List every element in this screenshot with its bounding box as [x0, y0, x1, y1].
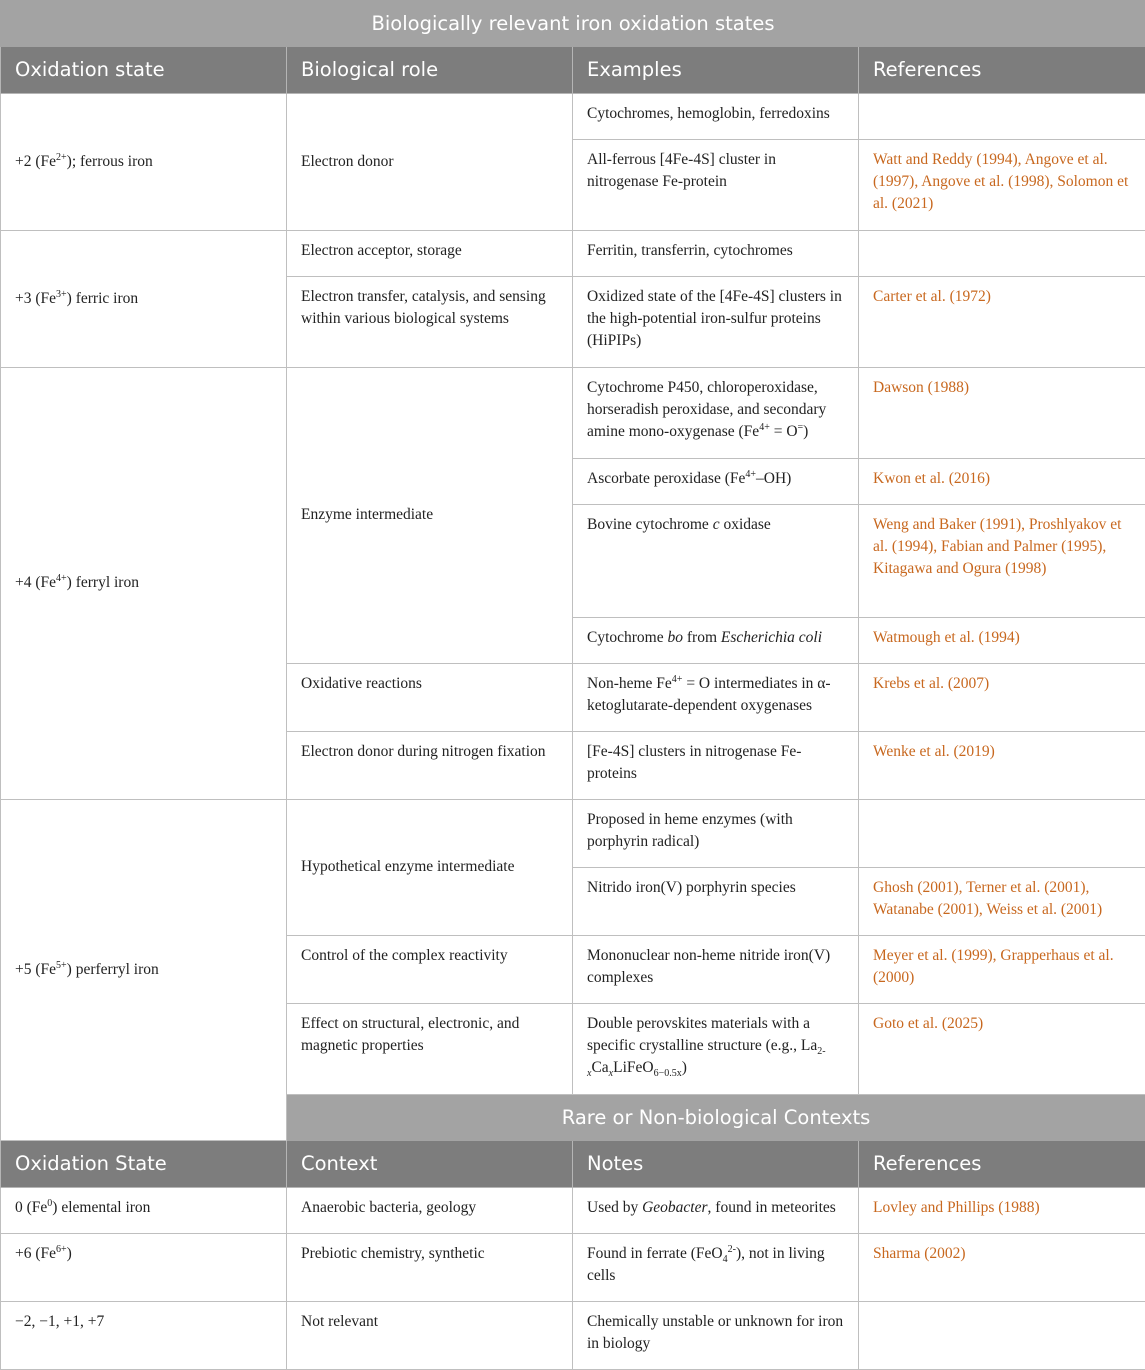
example-cell: Ferritin, transferrin, cytochromes [573, 231, 859, 277]
reference-link[interactable]: Watt and Reddy (1994), Angove et al. (1997), Angove et al. (1998), Solomon et al. (2021) [859, 140, 1145, 231]
role-cell: Electron donor during nitrogen fixation [287, 732, 573, 800]
header-biological-role: Biological role [287, 47, 573, 94]
reference-cell [859, 231, 1145, 277]
header-notes: Notes [573, 1141, 859, 1188]
state-cell: 0 (Fe$^0$) elemental iron [1, 1188, 287, 1234]
reference-link[interactable]: Kwon et al. (2016) [859, 459, 1145, 505]
example-cell: Cytochrome P450, chloroperoxidase, horseradish peroxidase, and secondary amine mono-oxygenase $(Fe^{4+} = O^=)$ [573, 368, 859, 459]
reference-link[interactable]: Watmough et al. (1994) [859, 618, 1145, 664]
reference-link[interactable]: Wenke et al. (2019) [859, 732, 1145, 800]
state-cell: +5 $(Fe^{5+})$ perferryl iron [1, 800, 287, 1141]
table-row [1, 800, 1145, 868]
example-cell: Double perovskites materials with a specific crystalline structure (e.g., $La_{2-x}Ca_xLiFeO_{6-0.5x}$) [573, 1004, 859, 1095]
reference-cell [859, 800, 1145, 868]
example-cell: Oxidized state of the [4Fe-4S] clusters in the high-potential iron-sulfur proteins (HiPIPs) [573, 277, 859, 368]
section-title-row [1, 1, 1145, 47]
example-cell: All-ferrous [4Fe-4S] cluster in nitrogenase Fe-protein [573, 140, 859, 231]
reference-cell [859, 94, 1145, 140]
role-cell: Enzyme intermediate [287, 368, 573, 664]
reference-link[interactable]: Krebs et al. (2007) [859, 664, 1145, 732]
table-row [1, 1188, 1145, 1234]
reference-link[interactable]: Carter et al. (1972) [859, 277, 1145, 368]
example-cell: [Fe-4S] clusters in nitrogenase Fe-proteins [573, 732, 859, 800]
context-cell: Anaerobic bacteria, geology [287, 1188, 573, 1234]
state-cell: +4 $(Fe^{4+})$ ferryl iron [1, 368, 287, 800]
example-cell: Cytochrome bo from Escherichia coli [573, 618, 859, 664]
role-cell: Oxidative reactions [287, 664, 573, 732]
reference-cell [859, 1302, 1145, 1370]
header-row [1, 1141, 1145, 1188]
notes-cell: Found in ferrate (FeO$_4^{2-}$), not in living cells [573, 1234, 859, 1302]
notes-cell: Chemically unstable or unknown for iron in biology [573, 1302, 859, 1370]
header-references: References [859, 1141, 1145, 1188]
header-examples: Examples [573, 47, 859, 94]
table-row [1, 368, 1145, 459]
role-cell: Control of the complex reactivity [287, 936, 573, 1004]
example-cell: Non-heme $Fe^{4+} = O$ intermediates in α-ketoglutarate-dependent oxygenases [573, 664, 859, 732]
state-cell: +6 $(Fe^{6+})$ [1, 1234, 287, 1302]
header-context: Context [287, 1141, 573, 1188]
context-cell: Not relevant [287, 1302, 573, 1370]
reference-link[interactable]: Weng and Baker (1991), Proshlyakov et al. (1994), Fabian and Palmer (1995), Kitagawa and Ogura (1998) [859, 505, 1145, 618]
example-cell: Bovine cytochrome c oxidase [573, 505, 859, 618]
example-cell: Nitrido iron(V) porphyrin species [573, 868, 859, 936]
reference-link[interactable]: Goto et al. (2025) [859, 1004, 1145, 1095]
notes-cell: Used by Geobacter, found in meteorites [573, 1188, 859, 1234]
reference-link[interactable]: Dawson (1988) [859, 368, 1145, 459]
role-cell: Effect on structural, electronic, and magnetic properties [287, 1004, 573, 1095]
table-row [1, 94, 1145, 140]
state-cell: +2 $(Fe^{2+})$; ferrous iron [1, 94, 287, 231]
reference-link[interactable]: Ghosh (2001), Terner et al. (2001), Watanabe (2001), Weiss et al. (2001) [859, 868, 1145, 936]
header-oxidation-state: Oxidation State [1, 1141, 287, 1188]
role-cell: Electron acceptor, storage [287, 231, 573, 277]
header-row [1, 47, 1145, 94]
section-title: Rare or Non-biological Contexts [287, 1095, 1145, 1141]
table-row [1, 1234, 1145, 1302]
state-cell: −2, −1, +1, +7 [1, 1302, 287, 1370]
table-row [1, 231, 1145, 277]
section-title: Biologically relevant iron oxidation states [1, 1, 1145, 47]
role-cell: Electron transfer, catalysis, and sensing within various biological systems [287, 277, 573, 368]
state-cell: +3 $(Fe^{3+})$ ferric iron [1, 231, 287, 368]
reference-link[interactable]: Sharma (2002) [859, 1234, 1145, 1302]
context-cell: Prebiotic chemistry, synthetic [287, 1234, 573, 1302]
example-cell: Proposed in heme enzymes (with porphyrin radical) [573, 800, 859, 868]
role-cell: Hypothetical enzyme intermediate [287, 800, 573, 936]
role-cell: Electron donor [287, 94, 573, 231]
example-cell: Ascorbate peroxidase $(Fe^{4+}-OH)$ [573, 459, 859, 505]
table-row [1, 1302, 1145, 1370]
reference-link[interactable]: Lovley and Phillips (1988) [859, 1188, 1145, 1234]
reference-link[interactable]: Meyer et al. (1999), Grapperhaus et al. (2000) [859, 936, 1145, 1004]
example-cell: Cytochromes, hemoglobin, ferredoxins [573, 94, 859, 140]
header-references: References [859, 47, 1145, 94]
header-oxidation-state: Oxidation state [1, 47, 287, 94]
example-cell: Mononuclear non-heme nitride iron(V) complexes [573, 936, 859, 1004]
